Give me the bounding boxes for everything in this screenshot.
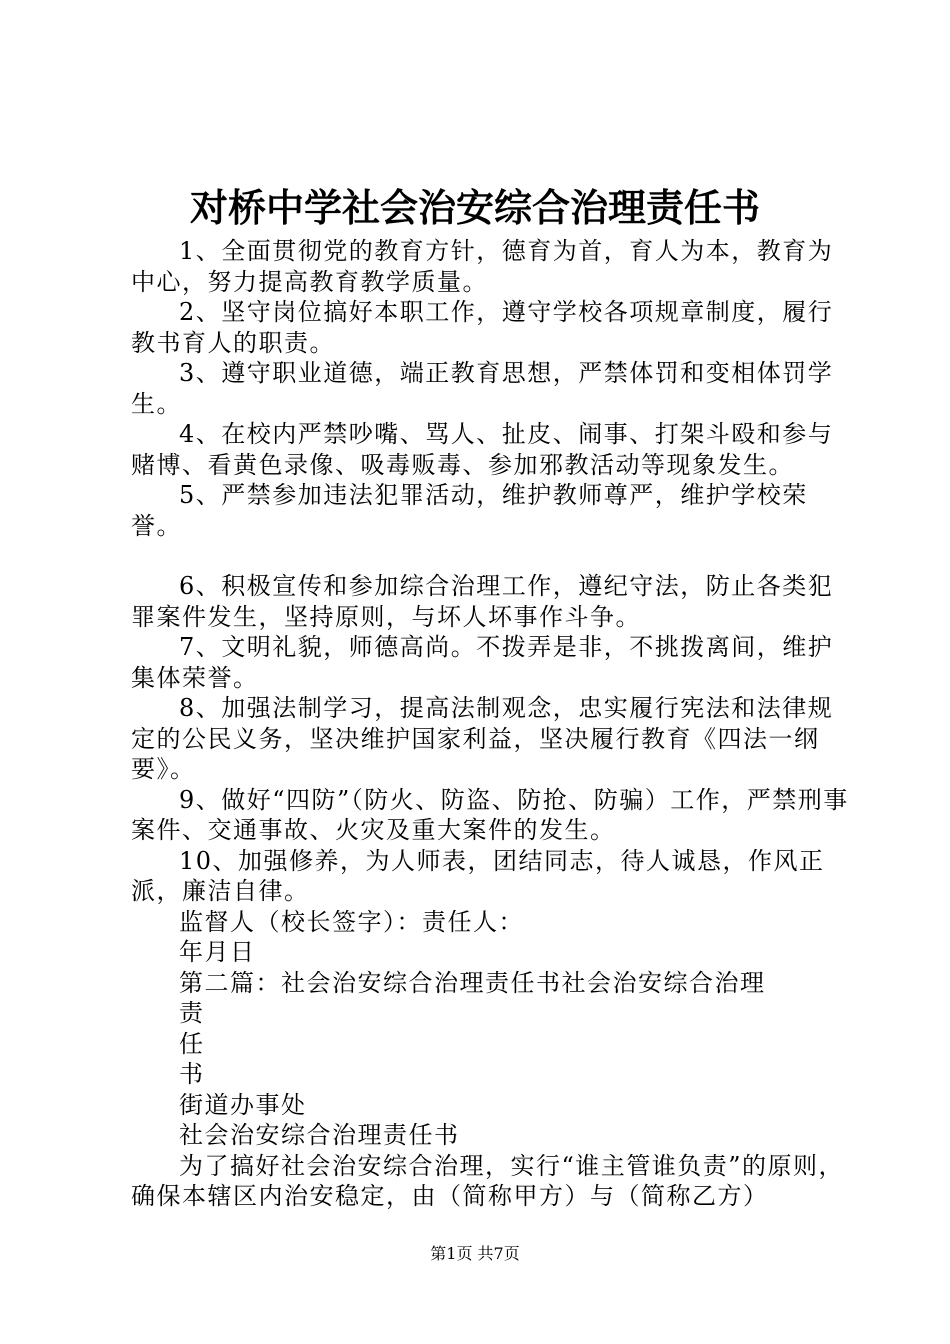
second-part-heading: 第二篇：社会治安综合治理责任书社会治安综合治理 <box>179 968 766 997</box>
clause-6: 6、积极宣传和参加综合治理工作，遵纪守法，防止各类犯罪案件发生，坚持原则，与坏人坏事作斗争。 <box>131 572 834 631</box>
clause-3: 3、遵守职业道德，端正教育思想，严禁体罚和变相体罚学生。 <box>131 359 834 418</box>
document-body <box>131 236 851 1212</box>
clause-8: 8、加强法制学习，提高法制观念，忠实履行宪法和法律规定的公民义务，坚决维护国家利益，坚决履行教育《四法一纲要》。 <box>131 694 834 783</box>
clause-7: 7、文明礼貌，师德高尚。不拨弄是非，不挑拨离间，维护集体荣誉。 <box>131 633 834 692</box>
clause-5: 5、严禁参加违法犯罪活动，维护教师尊严，维护学校荣誉。 <box>131 481 808 540</box>
clause-4: 4、在校内严禁吵嘴、骂人、扯皮、闹事、打架斗殴和参与赌博、看黄色录像、吸毒贩毒、参加邪教活动等现象发生。 <box>131 420 834 479</box>
date-line: 年月日 <box>179 938 256 966</box>
heading-char-shu: 书 <box>179 1060 205 1088</box>
clause-10: 10、加强修养，为人师表，团结同志，待人诚恳，作风正派，廉洁自律。 <box>131 846 825 905</box>
org-name: 街道办事处 <box>179 1090 307 1119</box>
clause-9: 9、做好“四防”（防火、防盗、防抢、防骗）工作，严禁刑事案件、交通事故、火灾及重大案件的发生。 <box>131 785 849 844</box>
heading-char-ze: 责 <box>179 999 205 1027</box>
second-part-intro: 为了搞好社会治安综合治理，实行“谁主管谁负责”的原则，确保本辖区内治安稳定，由（简称甲方）与（简称乙方） <box>131 1151 845 1210</box>
heading-char-ren: 任 <box>179 1029 205 1058</box>
clause-2: 2、坚守岗位搞好本职工作，遵守学校各项规章制度，履行教书育人的职责。 <box>131 298 834 357</box>
document-title: 对桥中学社会治安综合治理责任书 <box>189 185 760 230</box>
clause-1: 1、全面贯彻党的教育方针，德育为首，育人为本，教育为中心，努力提高教育教学质量。 <box>131 237 834 296</box>
signature-line: 监督人（校长签字）：责任人： <box>179 907 524 936</box>
second-part-subtitle: 社会治安综合治理责任书 <box>179 1121 460 1149</box>
page-footer: 第1页 共7页 <box>430 1244 520 1263</box>
